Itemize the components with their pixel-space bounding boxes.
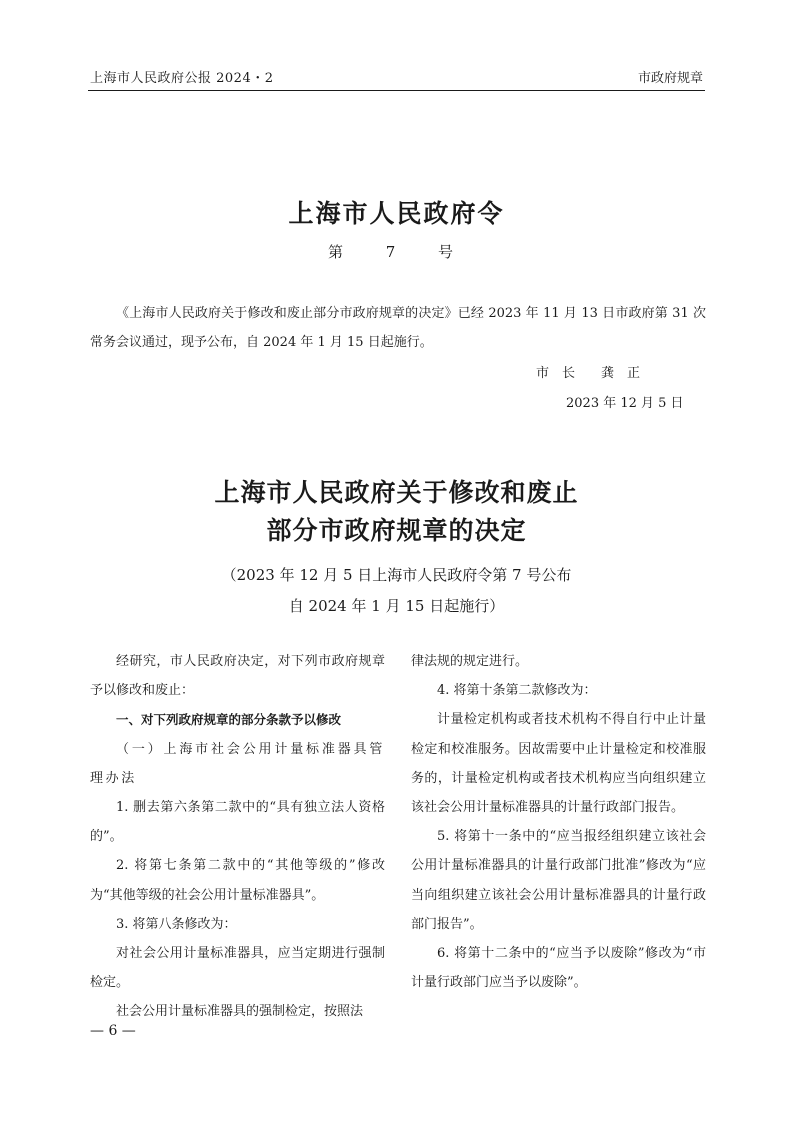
body-paragraph: 5. 将第十一条中的“应当报经组织建立该社会公用计量标准器具的计量行政部门批准”修改为“应当向组织建立该社会公用计量标准器具的计量行政部门报告”。	[411, 829, 706, 932]
order-number: 第 7 号	[327, 243, 466, 261]
section-heading: 一、对下列政府规章的部分条款予以修改	[116, 712, 342, 728]
body-paragraph: 3. 将第八条修改为：	[116, 916, 237, 932]
running-header-left: 上海市人民政府公报 2024・2	[90, 71, 274, 86]
body-paragraph: 律法规的规定进行。	[411, 654, 529, 669]
decision-subtitle-line-2: 自 2024 年 1 月 15 日起施行）	[288, 597, 505, 615]
decision-subtitle-line-1: （2023 年 12 月 5 日上海市人民政府令第 7 号公布	[221, 566, 572, 584]
body-column-left	[90, 647, 385, 1027]
announcement-paragraph: 《上海市人民政府关于修改和废止部分市政府规章的决定》已经 2023 年 11 月 13 日市政府第 31 次常务会议通过，现予公布，自 2024 年 1 月 15 日起施行。	[90, 306, 706, 350]
decision-title	[0, 474, 793, 550]
decision-title-line-2: 部分市政府规章的决定	[266, 516, 527, 545]
decision-title-line-1: 上海市人民政府关于修改和废止	[214, 478, 579, 507]
body-paragraph: 6. 将第十二条中的“应当予以废除”修改为“市计量行政部门应当予以废除”。	[411, 946, 706, 991]
running-header-right: 市政府规章	[637, 71, 703, 86]
body-paragraph: 对社会公用计量标准器具，应当定期进行强制检定。	[90, 946, 385, 991]
decision-subtitle	[0, 560, 793, 622]
signature-date: 2023 年 12 月 5 日	[566, 396, 684, 411]
signature-mayor: 市 长 龚 正	[536, 366, 641, 381]
order-title: 上海市人民政府令	[288, 199, 505, 228]
body-paragraph: 1. 删去第六条第二款中的“具有独立法人资格的”。	[90, 800, 385, 845]
body-paragraph: 4. 将第十条第二款修改为：	[437, 683, 597, 699]
header-divider	[88, 90, 705, 91]
body-paragraph: 2. 将第七条第二款中的“其他等级的”修改为“其他等级的社会公用计量标准器具”。	[90, 858, 385, 903]
body-paragraph: 社会公用计量标准器具的强制检定，按照法	[116, 1004, 364, 1020]
page-number: — 6 —	[90, 1023, 136, 1039]
subsection-heading: （一）上海市社会公用计量标准器具管理办法	[90, 741, 385, 786]
body-paragraph: 计量检定机构或者技术机构不得自行中止计量检定和校准服务。因故需要中止计量检定和校准服务的，计量检定机构或者技术机构应当向组织建立该社会公用计量标准器具的计量行政部门报告。	[411, 712, 706, 816]
body-paragraph: 经研究，市人民政府决定，对下列市政府规章予以修改和废止：	[90, 654, 385, 699]
body-column-right	[411, 647, 706, 997]
